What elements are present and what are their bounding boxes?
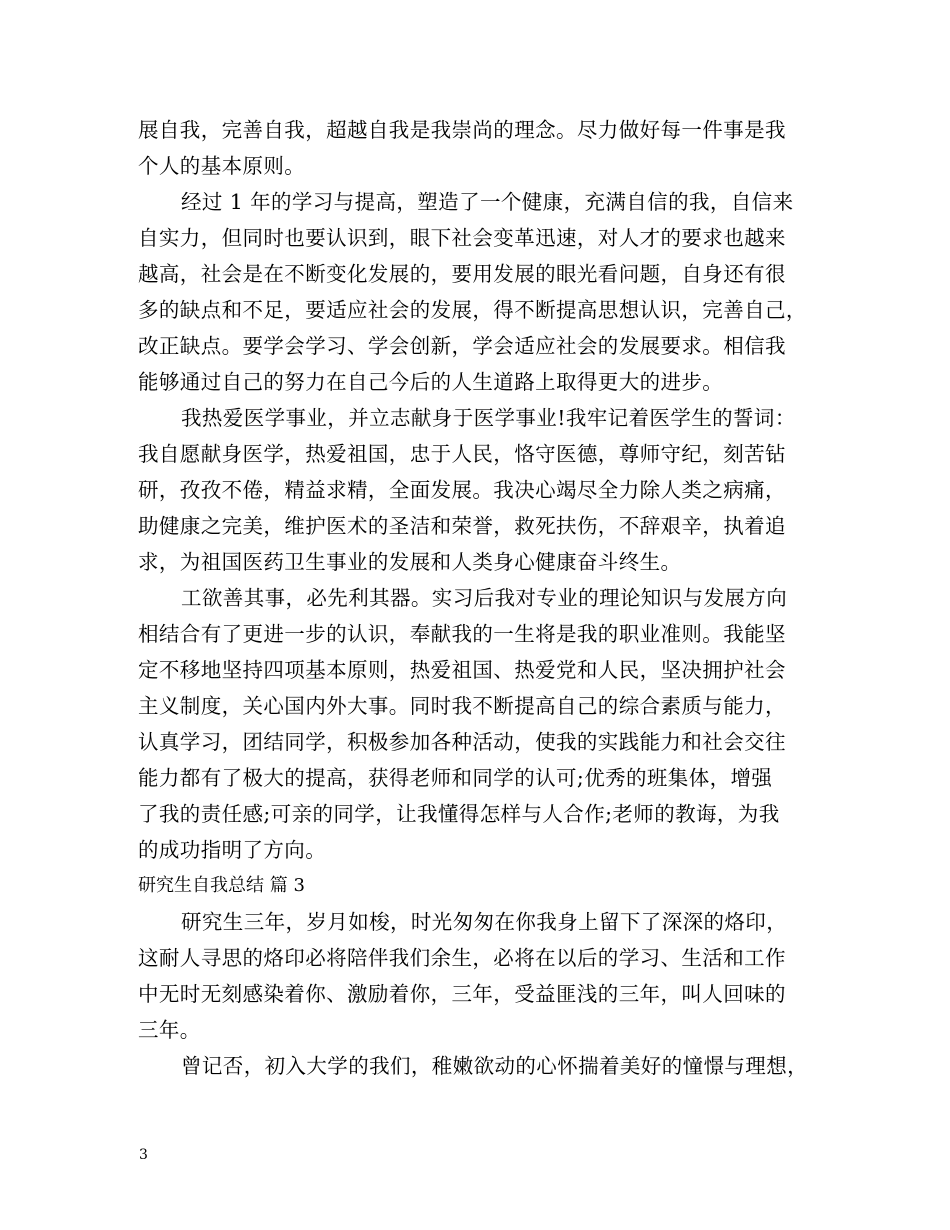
body-text-line: 能力都有了极大的提高，获得老师和同学的认可;优秀的班集体，增强 xyxy=(138,766,773,790)
body-text-line: 改正缺点。要学会学习、学会创新，学会适应社会的发展要求。相信我 xyxy=(138,334,786,358)
body-text-line: 中无时无刻感染着你、激励着你，三年，受益匪浅的三年，叫人回味的 xyxy=(138,982,786,1006)
body-text-line: 了我的责任感;可亲的同学，让我懂得怎样与人合作;老师的教诲，为我 xyxy=(138,802,780,826)
paragraph-first-line: 工欲善其事，必先利其器。实习后我对专业的理论知识与发展方向 xyxy=(181,586,788,610)
body-text-line: 主义制度，关心国内外大事。同时我不断提高自己的综合素质与能力， xyxy=(138,694,786,718)
body-text-line: 认真学习，团结同学，积极参加各种活动，使我的实践能力和社会交往 xyxy=(138,730,786,754)
page-number: 3 xyxy=(139,1147,148,1163)
body-text-line: 这耐人寻思的烙印必将陪伴我们余生，必将在以后的学习、生活和工作 xyxy=(138,946,786,970)
body-text-line: 定不移地坚持四项基本原则，热爱祖国、热爱党和人民，坚决拥护社会 xyxy=(138,658,786,682)
body-text-line: 能够通过自己的努力在自己今后的人生道路上取得更大的进步。 xyxy=(138,370,724,394)
body-text-line: 自实力，但同时也要认识到，眼下社会变革迅速，对人才的要求也越来 xyxy=(138,226,786,250)
body-text-line: 我自愿献身医学，热爱祖国，忠于人民，恪守医德，尊师守纪，刻苦钻 xyxy=(138,442,786,466)
section-heading: 研究生自我总结 篇 3 xyxy=(138,875,305,896)
body-text-line: 个人的基本原则。 xyxy=(138,154,306,178)
paragraph-first-line: 我热爱医学事业，并立志献身于医学事业!我牢记着医学生的誓词： xyxy=(181,406,796,430)
body-text-line: 求，为祖国医药卫生事业的发展和人类身心健康奋斗终生。 xyxy=(138,550,682,574)
paragraph-first-line: 研究生三年，岁月如梭，时光匆匆在你我身上留下了深深的烙印， xyxy=(181,910,788,934)
body-text-line: 展自我，完善自我，超越自我是我崇尚的理念。尽力做好每一件事是我 xyxy=(138,118,786,142)
body-text-line: 助健康之完美，维护医术的圣洁和荣誉，救死扶伤，不辞艰辛，执着追 xyxy=(138,514,786,538)
body-text-line: 越高，社会是在不断变化发展的，要用发展的眼光看问题，自身还有很 xyxy=(138,262,786,286)
body-text-line: 多的缺点和不足，要适应社会的发展，得不断提高思想认识，完善自己， xyxy=(138,298,807,322)
body-text-line: 的成功指明了方向。 xyxy=(138,838,327,862)
paragraph-first-line: 经过 1 年的学习与提高，塑造了一个健康，充满自信的我，自信来 xyxy=(181,190,794,214)
paragraph-first-line: 曾记否，初入大学的我们，稚嫩欲动的心怀揣着美好的憧憬与理想， xyxy=(181,1054,808,1078)
body-text-line: 三年。 xyxy=(138,1018,201,1042)
body-text-line: 相结合有了更进一步的认识，奉献我的一生将是我的职业准则。我能坚 xyxy=(138,622,786,646)
body-text-line: 研，孜孜不倦，精益求精，全面发展。我决心竭尽全力除人类之病痛， xyxy=(138,478,786,502)
